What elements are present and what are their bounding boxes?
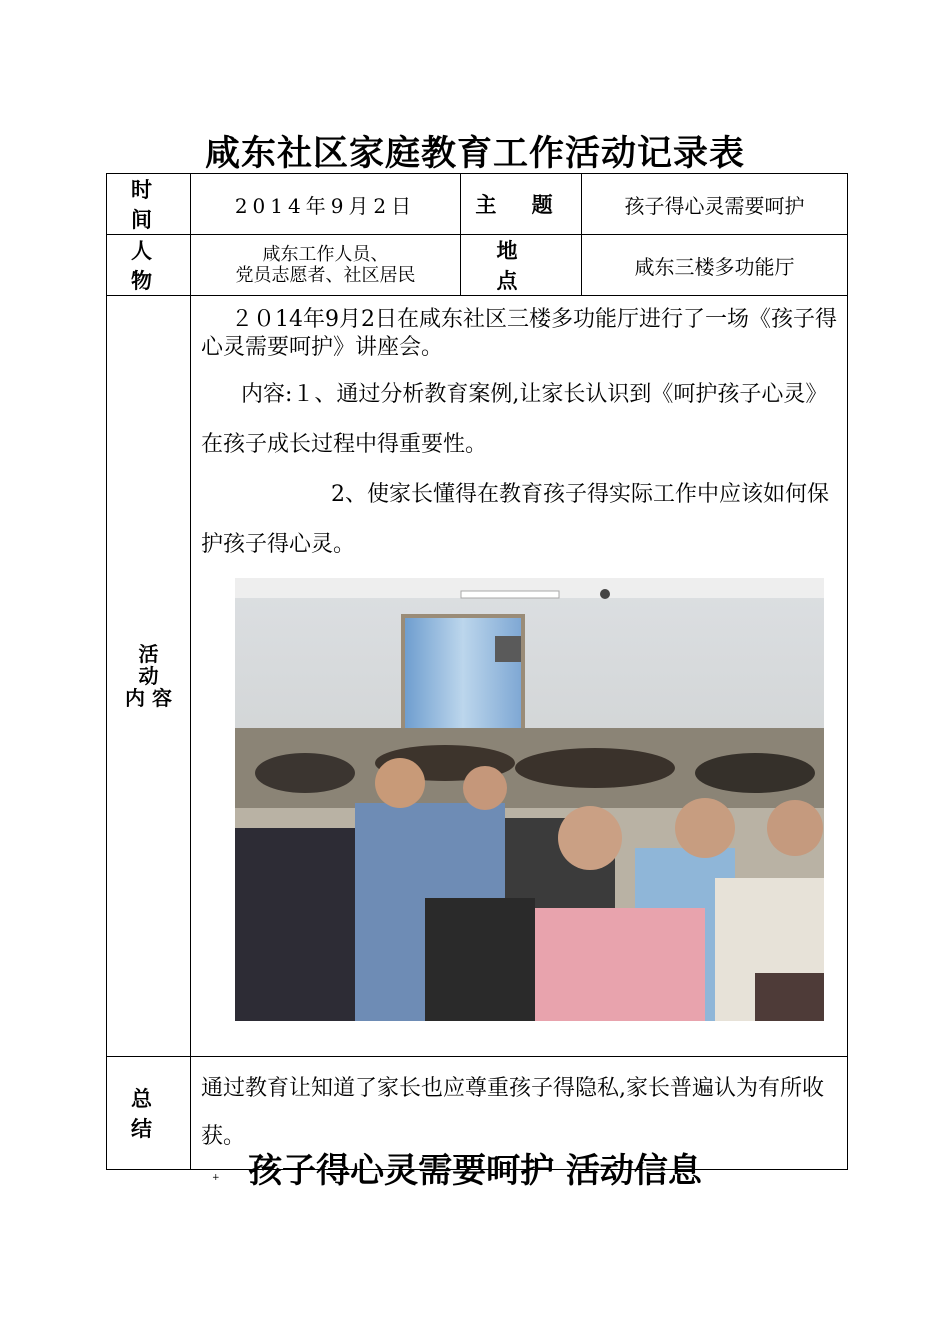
row-people-place [107, 235, 848, 296]
activity-content [191, 296, 848, 1057]
place-label: 地 点 [461, 235, 582, 296]
footer-title: 孩子得心灵需要呵护 活动信息 [248, 1151, 702, 1191]
summary-text: 通过教育让知道了家长也应尊重孩子得隐私,家长普遍认为有所收获。 [191, 1057, 848, 1170]
activity-label-line-3: 内 容 [125, 686, 172, 710]
topic-label: 主 题 [461, 174, 582, 235]
row-time-topic [107, 174, 848, 235]
content-paragraph-2: 内容:１、通过分析教育案例,让家长认识到《呵护孩子心灵》在孩子成长过程中得重要性。 [201, 382, 828, 457]
topic-value: 孩子得心灵需要呵护 [582, 174, 848, 235]
time-label: 时 间 [107, 174, 191, 235]
content-paragraph-1: ２０14年9月2日在咸东社区三楼多功能厅进行了一场《孩子得心灵需要呵护》讲座会。 [201, 307, 837, 360]
content-paragraph-3: 2、使家长懂得在教育孩子得实际工作中应该如何保护孩子得心灵。 [201, 482, 829, 557]
activity-label-line-2: 动 [138, 664, 159, 688]
summary-label: 总 结 [107, 1057, 191, 1170]
time-value: 2014年9月2日 [191, 174, 461, 235]
activity-photo [235, 578, 824, 1021]
row-activity-content [107, 296, 848, 1057]
activity-record-table [106, 173, 848, 1170]
place-value: 咸东三楼多功能厅 [582, 235, 848, 296]
people-line-2: 党员志愿者、社区居民 [235, 265, 416, 286]
activity-label [107, 296, 191, 1057]
document-title: 咸东社区家庭教育工作活动记录表 [204, 134, 745, 174]
footer-mark: + [212, 1173, 220, 1183]
people-line-1: 咸东工作人员、 [262, 244, 389, 265]
people-label: 人 物 [107, 235, 191, 296]
people-value [191, 235, 461, 296]
activity-label-line-1: 活 [138, 642, 159, 666]
